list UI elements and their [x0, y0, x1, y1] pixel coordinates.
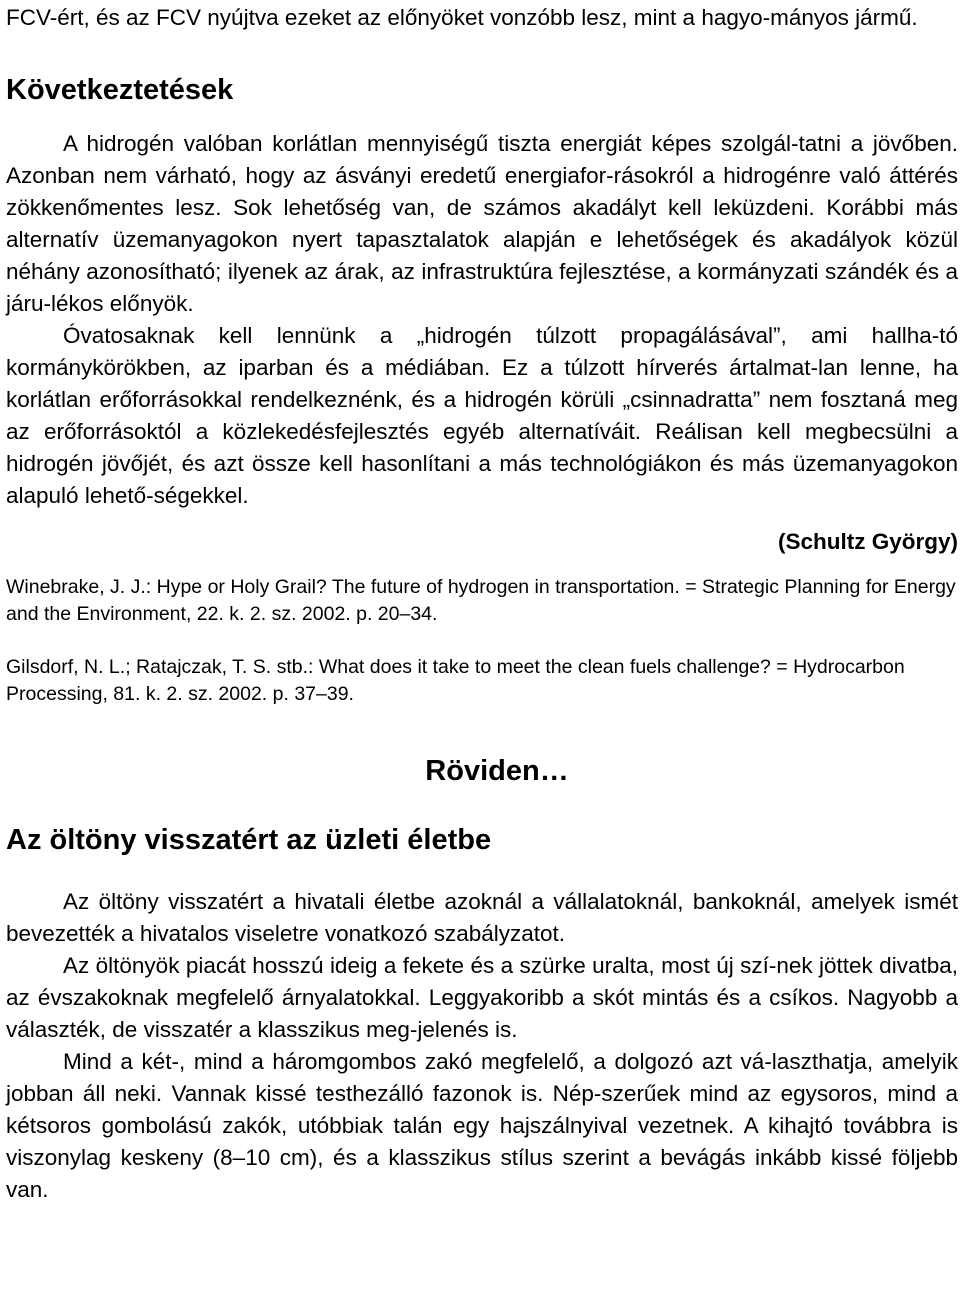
- reference-item: Gilsdorf, N. L.; Ratajczak, T. S. stb.: What does it take to meet the clean fuels challenge? = Hydrocarbon Processing, 81. k. 2. sz. 2002. p. 37–39.: [6, 656, 905, 705]
- briefly-section-heading: Röviden…: [425, 755, 569, 787]
- conclusions-heading: Következtetések: [6, 74, 234, 106]
- reference-item: Winebrake, J. J.: Hype or Holy Grail? The future of hydrogen in transportation. = Strategic Planning for Energy and the Environment, 22. k. 2. sz. 2002. p. 20–34.: [6, 576, 956, 625]
- intro-tail-paragraph: FCV-ért, és az FCV nyújtva ezeket az előnyöket vonzóbb lesz, mint a hagyo-mányos jármű.: [6, 5, 918, 30]
- suit-paragraph-2: Az öltönyök piacát hosszú ideig a fekete és a szürke uralta, most új szí-nek jöttek divatba, az évszakoknak megfelelő árnyalatokkal. Leggyakoribb a skót mintás és a csíkos. Nagyobb a választék, de visszatér a klasszikus meg-jelenés is.: [6, 953, 958, 1042]
- suit-article-body: [6, 886, 958, 1206]
- conclusions-paragraph-1: A hidrogén valóban korlátlan mennyiségű tiszta energiát képes szolgál-tatni a jövőben. Azonban nem várható, hogy az ásványi eredetű energiafor-rásokról a hidrogénre való áttérés zökkenőmentes lesz. Sok lehetőség van, de számos akadályt kell leküzdeni. Korábbi más alternatív üzemanyagokon nyert tapasztalatok alapján e lehetőségek és akadályok közül néhány azonosítható; ilyenek az árak, az infrastruktúra fejlesztése, a kormányzati szándék és a járu-lékos előnyök.: [6, 131, 958, 316]
- conclusions-paragraph-2: Óvatosaknak kell lennünk a „hidrogén túlzott propagálásával”, ami hallha-tó kormánykörökben, az iparban és a médiában. Ez a túlzott hírverés ártalmat-lan lenne, ha korlátlan erőforrásokkal rendelkeznénk, és a hidrogén körüli „csinnadratta” nem fosztaná meg az erőforrásoktól a közlekedésfejlesztés egyéb alternatíváit. Reálisan kell megbecsülni a hidrogén jövőjét, és azt össze kell hasonlítani a más technológiákon és más üzemanyagokon alapuló lehető-ségekkel.: [6, 323, 958, 508]
- document-page: [6, 0, 958, 1206]
- references-list: [6, 574, 958, 708]
- suit-paragraph-1: Az öltöny visszatért a hivatali életbe azoknál a vállalatoknál, bankoknál, amelyek ismét bevezették a hivatalos viseletre vonatkozó szabályzatot.: [6, 889, 958, 946]
- suit-paragraph-3: Mind a két-, mind a háromgombos zakó megfelelő, a dolgozó azt vá-laszthatja, amelyik jobban áll neki. Vannak kissé testhezálló fazonok is. Nép-szerűek mind az egysoros, mind a kétsoros gombolású zakók, utóbbiak talán egy hajszálnyival vezetnek. A kihajtó továbbra is viszonylag keskeny (8–10 cm), és a klasszikus stílus szerint a bevágás inkább kissé följebb van.: [6, 1049, 958, 1202]
- author-signature: (Schultz György): [777, 529, 958, 554]
- suit-article-heading: Az öltöny visszatért az üzleti életbe: [6, 824, 492, 856]
- conclusions-body: [6, 128, 958, 558]
